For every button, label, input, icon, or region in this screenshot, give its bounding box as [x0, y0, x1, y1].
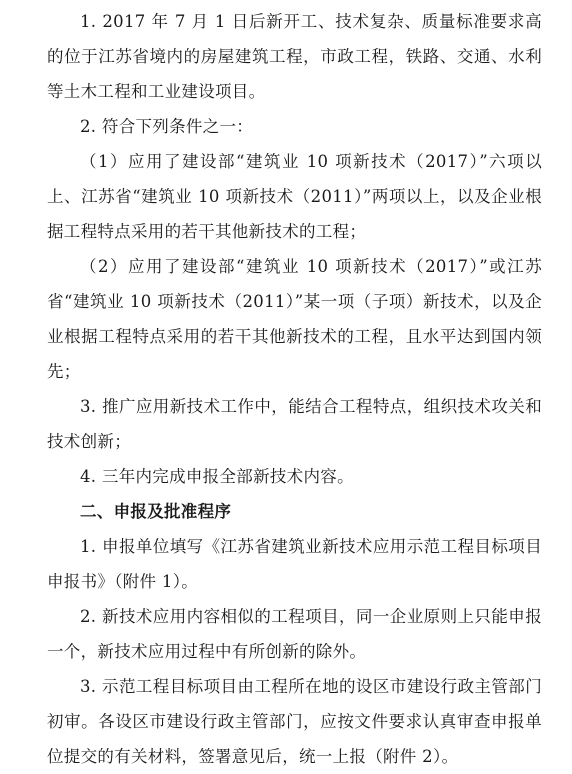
paragraph-condition-1: （1）应用了建设部“建筑业 10 项新技术（2017）”六项以上、江苏省“建筑业 10 项新技术（2011）”两项以上，以及企业根据工程特点采用的若干其他新技术的工程； [47, 152, 542, 241]
paragraph-procedure-3: 3. 示范工程目标项目由工程所在地的设区市建设行政主管部门初审。各设区市建设行政主管部门，应按文件要求认真审查申报单位提交的有关材料，签署意见后，统一上报（附件 2）。 [47, 677, 542, 766]
paragraph-criterion-1: 1. 2017 年 7 月 1 日后新开工、技术复杂、质量标准要求高的位于江苏省境内的房屋建筑工程，市政工程，铁路、交通、水利等土木工程和工业建设项目。 [47, 12, 542, 101]
paragraph-criterion-2: 2. 符合下列条件之一： [80, 117, 254, 136]
paragraph-condition-2: （2）应用了建设部“建筑业 10 项新技术（2017）”或江苏省“建筑业 10 项新技术（2011）”某一项（子项）新技术，以及企业根据工程特点采用的若干其他新技术的工程，且水平达到国内领先； [47, 257, 542, 381]
paragraph-procedure-1: 1. 申报单位填写《江苏省建筑业新技术应用示范工程目标项目申报书》（附件 1）。 [47, 537, 542, 591]
paragraph-criterion-3: 3. 推广应用新技术工作中，能结合工程特点，组织技术攻关和技术创新； [47, 397, 542, 451]
paragraph-procedure-2: 2. 新技术应用内容相似的工程项目，同一企业原则上只能申报一个，新技术应用过程中有所创新的除外。 [47, 607, 542, 661]
section-heading: 二、申报及批准程序 [80, 502, 232, 521]
paragraph-criterion-4: 4. 三年内完成申报全部新技术内容。 [80, 467, 354, 486]
